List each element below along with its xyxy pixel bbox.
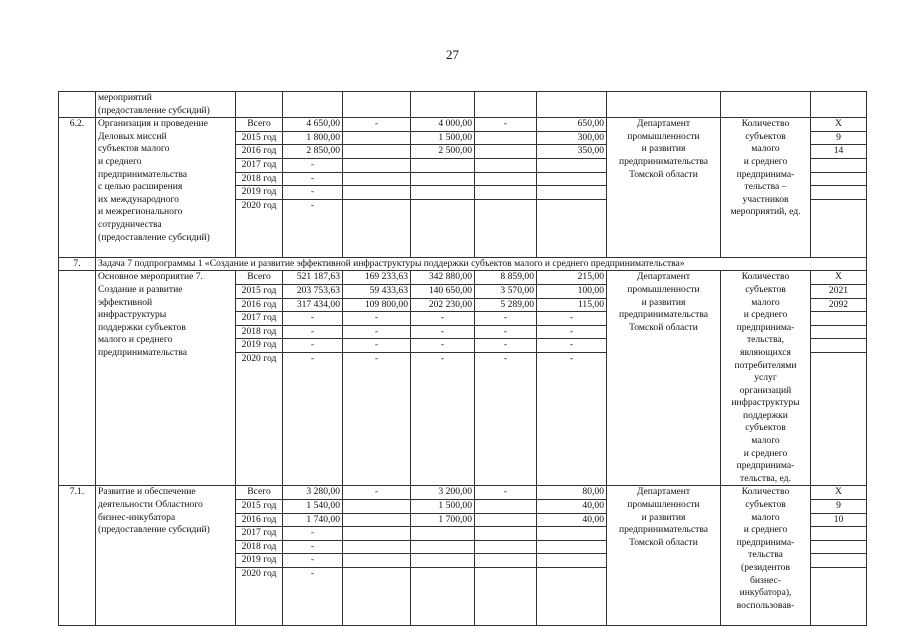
activity-name-cell-line: (предоставление субсидий) xyxy=(98,524,210,536)
funding-cell-c1: - xyxy=(283,172,343,186)
indicator-value-cell: 2021 xyxy=(811,284,867,298)
funding-cell-c3: 140 650,00 xyxy=(411,284,475,298)
year-cell: 2016 год xyxy=(236,298,283,312)
funding-cell-c1: 1 800,00 xyxy=(283,131,343,145)
indicator-cell-line: тельства, ед. xyxy=(740,472,791,484)
indicator-cell-line: предпринима- xyxy=(736,536,795,548)
activity-name-cell-line: и среднего xyxy=(98,155,142,167)
activity-name-cell-line: предпринимательства xyxy=(98,346,188,358)
funding-cell-c5: - xyxy=(537,325,607,339)
executor-cell-line: Томской области xyxy=(629,168,698,180)
indicator-value-cell xyxy=(811,325,867,339)
funding-cell-c2 xyxy=(343,199,411,257)
task-number-cell: 7. xyxy=(59,257,96,271)
funding-cell-c5: 40,00 xyxy=(537,500,607,514)
funding-cell-c1: - xyxy=(283,186,343,200)
indicator-cell-line: (резидентов xyxy=(741,562,790,573)
indicator-cell-line: воспользовав- xyxy=(736,599,795,611)
empty-cell xyxy=(283,92,343,118)
activity-name-cell-line: их международного xyxy=(98,193,179,205)
funding-cell-c2 xyxy=(343,540,411,554)
empty-cell xyxy=(475,92,537,118)
year-cell: 2019 год xyxy=(236,554,283,568)
funding-cell-c2 xyxy=(343,172,411,186)
funding-cell-c3: 1 700,00 xyxy=(411,513,475,527)
year-cell: 2018 год xyxy=(236,540,283,554)
funding-cell-c4 xyxy=(475,172,537,186)
empty-cell xyxy=(607,92,721,118)
indicator-cell-line: Количество xyxy=(741,118,790,130)
executor-cell xyxy=(607,271,721,486)
executor-cell-line: промышленности xyxy=(627,499,700,511)
funding-cell-c3: - xyxy=(411,353,475,486)
indicator-cell-line: организаций xyxy=(739,384,792,396)
indicator-cell-line: инкубатора), xyxy=(739,587,792,599)
activity-name-cell-line: сотрудничества xyxy=(98,218,162,230)
indicator-cell-line: услуг xyxy=(754,372,777,384)
year-cell: 2015 год xyxy=(236,500,283,514)
year-cell: 2019 год xyxy=(236,186,283,200)
funding-cell-c3: - xyxy=(411,325,475,339)
empty-cell xyxy=(721,92,811,118)
funding-cell-c3: 1 500,00 xyxy=(411,500,475,514)
indicator-cell-line: поддержки xyxy=(743,409,788,421)
indicator-cell-line: Количество xyxy=(741,271,790,283)
year-cell: Всего xyxy=(236,271,283,285)
funding-cell-c3: 2 500,00 xyxy=(411,145,475,159)
indicator-cell-line: тельства, xyxy=(746,334,785,346)
year-cell: 2019 год xyxy=(236,339,283,353)
funding-cell-c5 xyxy=(537,568,607,626)
funding-cell-c2 xyxy=(343,554,411,568)
indicator-cell-line: малого xyxy=(751,296,780,308)
indicator-cell-line: бизнес- xyxy=(750,574,781,586)
activity-name-cell-line: бизнес-инкубатора xyxy=(98,511,176,523)
indicator-value-cell xyxy=(811,186,867,200)
year-cell: 2015 год xyxy=(236,284,283,298)
indicator-cell-line: предпринима- xyxy=(736,460,795,472)
activity-name-cell-line: Деловых миссий xyxy=(98,130,167,142)
executor-cell-line: Департамент xyxy=(636,271,691,283)
funding-cell-c5 xyxy=(537,540,607,554)
row-number-cell xyxy=(59,92,96,118)
row-number-cell: 6.2. xyxy=(59,118,96,258)
indicator-value-cell: X xyxy=(811,486,867,500)
funding-cell-c5 xyxy=(537,199,607,257)
year-cell: 2020 год xyxy=(236,568,283,626)
table-row xyxy=(59,271,867,285)
program-table xyxy=(58,91,867,626)
funding-cell-c5: 80,00 xyxy=(537,486,607,500)
funding-cell-c1: 3 280,00 xyxy=(283,486,343,500)
indicator-value-cell: 9 xyxy=(811,131,867,145)
executor-cell xyxy=(607,486,721,626)
year-cell: 2017 год xyxy=(236,527,283,541)
funding-cell-c3 xyxy=(411,186,475,200)
year-cell: 2016 год xyxy=(236,145,283,159)
funding-cell-c4 xyxy=(475,186,537,200)
executor-cell-line: и развития xyxy=(641,296,686,308)
activity-name-cell-line: Основное мероприятие 7. xyxy=(98,271,203,283)
year-cell: 2018 год xyxy=(236,172,283,186)
activity-name-cell-line: (предоставление субсидий) xyxy=(98,104,210,116)
indicator-value-cell xyxy=(811,339,867,353)
indicator-cell-line: тельства – xyxy=(744,181,787,193)
row-number-cell: 7.1. xyxy=(59,486,96,626)
funding-cell-c3 xyxy=(411,158,475,172)
funding-cell-c3 xyxy=(411,568,475,626)
indicator-value-cell xyxy=(811,172,867,186)
funding-cell-c2: 109 800,00 xyxy=(343,298,411,312)
year-cell: 2020 год xyxy=(236,199,283,257)
executor-cell-line: Департамент xyxy=(636,486,691,498)
executor-cell-line: промышленности xyxy=(627,130,700,142)
indicator-value-cell xyxy=(811,540,867,554)
funding-cell-c3: 4 000,00 xyxy=(411,118,475,132)
funding-cell-c1: 521 187,63 xyxy=(283,271,343,285)
funding-cell-c4 xyxy=(475,568,537,626)
funding-cell-c1: 203 753,63 xyxy=(283,284,343,298)
funding-cell-c5: - xyxy=(537,312,607,326)
funding-cell-c2: - xyxy=(343,118,411,132)
executor-cell-line: предпринимательства xyxy=(618,155,709,167)
indicator-cell xyxy=(721,486,811,626)
indicator-value-cell: X xyxy=(811,271,867,285)
funding-cell-c4: 3 570,00 xyxy=(475,284,537,298)
funding-cell-c3 xyxy=(411,527,475,541)
empty-cell xyxy=(537,92,607,118)
funding-cell-c5 xyxy=(537,172,607,186)
funding-cell-c4 xyxy=(475,500,537,514)
indicator-cell-line: малого xyxy=(751,143,780,155)
funding-cell-c5: 300,00 xyxy=(537,131,607,145)
year-cell: 2015 год xyxy=(236,131,283,145)
funding-cell-c3: - xyxy=(411,312,475,326)
funding-cell-c5 xyxy=(537,186,607,200)
indicator-value-cell xyxy=(811,199,867,257)
indicator-value-cell xyxy=(811,554,867,568)
funding-cell-c3 xyxy=(411,540,475,554)
funding-cell-c1: 1 540,00 xyxy=(283,500,343,514)
year-cell: 2018 год xyxy=(236,325,283,339)
funding-cell-c4: 5 289,00 xyxy=(475,298,537,312)
funding-cell-c4: - xyxy=(475,118,537,132)
funding-cell-c2 xyxy=(343,527,411,541)
task-row xyxy=(59,257,867,271)
funding-cell-c2 xyxy=(343,158,411,172)
activity-name-cell-line: (предоставление субсидий) xyxy=(98,231,210,243)
indicator-cell-line: субъектов xyxy=(745,422,786,434)
row-number-cell xyxy=(59,271,96,486)
funding-cell-c1: - xyxy=(283,339,343,353)
year-cell: 2017 год xyxy=(236,158,283,172)
indicator-value-cell xyxy=(811,527,867,541)
funding-cell-c4 xyxy=(475,540,537,554)
indicator-cell-line: малого xyxy=(751,511,780,523)
indicator-value-cell: 2092 xyxy=(811,298,867,312)
funding-cell-c4: - xyxy=(475,353,537,486)
table-row xyxy=(59,118,867,132)
funding-cell-c4: - xyxy=(475,312,537,326)
indicator-cell-line: потребителями xyxy=(734,359,797,371)
indicator-cell-line: субъектов xyxy=(745,499,786,511)
funding-cell-c1: 4 650,00 xyxy=(283,118,343,132)
activity-name-cell-line: Создание и развитие xyxy=(98,283,183,295)
funding-cell-c2 xyxy=(343,568,411,626)
funding-cell-c2 xyxy=(343,186,411,200)
funding-cell-c1: - xyxy=(283,568,343,626)
funding-cell-c2: - xyxy=(343,312,411,326)
indicator-cell-line: и среднего xyxy=(743,309,788,321)
indicator-cell xyxy=(721,271,811,486)
activity-name-cell xyxy=(96,92,236,118)
funding-cell-c5: - xyxy=(537,339,607,353)
indicator-cell-line: предпринима- xyxy=(736,168,795,180)
funding-cell-c4 xyxy=(475,131,537,145)
funding-cell-c4: - xyxy=(475,339,537,353)
indicator-cell-line: участников xyxy=(742,193,789,205)
activity-name-cell xyxy=(96,486,236,626)
funding-cell-c4 xyxy=(475,527,537,541)
funding-cell-c5 xyxy=(537,158,607,172)
activity-name-cell-line: малого и среднего xyxy=(98,334,173,346)
year-cell: Всего xyxy=(236,118,283,132)
year-cell: Всего xyxy=(236,486,283,500)
funding-cell-c5: 650,00 xyxy=(537,118,607,132)
funding-cell-c5 xyxy=(537,527,607,541)
funding-cell-c1: - xyxy=(283,353,343,486)
activity-name-cell-line: инфраструктуры xyxy=(98,309,167,321)
funding-cell-c1: 2 850,00 xyxy=(283,145,343,159)
executor-cell-line: и развития xyxy=(641,511,686,523)
activity-name-cell-line: и межрегионального xyxy=(98,206,183,218)
indicator-value-cell: 10 xyxy=(811,513,867,527)
executor-cell-line: предпринимательства xyxy=(618,524,709,536)
table-row xyxy=(59,486,867,500)
executor-cell-line: Томской области xyxy=(629,536,698,548)
year-cell: 2020 год xyxy=(236,353,283,486)
activity-name-cell-line: деятельности Областного xyxy=(98,499,203,511)
funding-cell-c5: 115,00 xyxy=(537,298,607,312)
indicator-cell-line: инфраструктуры xyxy=(731,397,800,409)
funding-cell-c2 xyxy=(343,131,411,145)
funding-cell-c1: - xyxy=(283,540,343,554)
funding-cell-c2: 169 233,63 xyxy=(343,271,411,285)
funding-cell-c2: - xyxy=(343,325,411,339)
indicator-cell-line: Количество xyxy=(741,486,790,498)
indicator-value-cell xyxy=(811,158,867,172)
funding-cell-c1: - xyxy=(283,325,343,339)
activity-name-cell-line: поддержки субъектов xyxy=(98,321,186,333)
activity-name-cell xyxy=(96,271,236,486)
activity-name-cell-line: Развитие и обеспечение xyxy=(98,486,196,498)
funding-cell-c4: - xyxy=(475,325,537,339)
executor-cell-line: и развития xyxy=(641,143,686,155)
indicator-value-cell: 9 xyxy=(811,500,867,514)
funding-cell-c3 xyxy=(411,172,475,186)
activity-name-cell-line: мероприятий xyxy=(98,92,152,103)
funding-cell-c5: 350,00 xyxy=(537,145,607,159)
empty-cell xyxy=(811,92,867,118)
funding-cell-c3 xyxy=(411,554,475,568)
executor-cell-line: предпринимательства xyxy=(618,309,709,321)
funding-cell-c1: 1 740,00 xyxy=(283,513,343,527)
funding-cell-c4 xyxy=(475,158,537,172)
funding-cell-c4: 8 859,00 xyxy=(475,271,537,285)
indicator-cell-line: тельства xyxy=(748,549,783,561)
funding-cell-c5: 100,00 xyxy=(537,284,607,298)
funding-cell-c2: - xyxy=(343,353,411,486)
indicator-cell-line: субъектов xyxy=(745,130,786,142)
funding-cell-c1: 317 434,00 xyxy=(283,298,343,312)
funding-cell-c1: - xyxy=(283,158,343,172)
funding-cell-c5: 40,00 xyxy=(537,513,607,527)
funding-cell-c4 xyxy=(475,145,537,159)
empty-cell xyxy=(236,92,283,118)
funding-cell-c4 xyxy=(475,554,537,568)
activity-name-cell xyxy=(96,118,236,258)
indicator-cell-line: и среднего xyxy=(743,524,788,536)
funding-cell-c5 xyxy=(537,554,607,568)
empty-cell xyxy=(343,92,411,118)
activity-name-cell-line: предпринимательства xyxy=(98,168,188,180)
funding-cell-c2 xyxy=(343,513,411,527)
funding-cell-c1: - xyxy=(283,527,343,541)
funding-cell-c3 xyxy=(411,199,475,257)
funding-cell-c3: 202 230,00 xyxy=(411,298,475,312)
funding-cell-c2 xyxy=(343,145,411,159)
executor-cell-line: Департамент xyxy=(636,118,691,130)
funding-cell-c4 xyxy=(475,199,537,257)
executor-cell xyxy=(607,118,721,258)
table-row xyxy=(59,92,867,118)
indicator-cell-line: предпринима- xyxy=(736,321,795,333)
activity-name-cell-line: с целью расширения xyxy=(98,181,183,193)
indicator-value-cell: 14 xyxy=(811,145,867,159)
funding-cell-c4 xyxy=(475,513,537,527)
funding-cell-c2: - xyxy=(343,339,411,353)
funding-cell-c1: - xyxy=(283,312,343,326)
funding-cell-c2: 59 433,63 xyxy=(343,284,411,298)
empty-cell xyxy=(411,92,475,118)
indicator-cell-line: являющихся xyxy=(740,346,791,358)
year-cell: 2017 год xyxy=(236,312,283,326)
funding-cell-c3: 1 500,00 xyxy=(411,131,475,145)
funding-cell-c4: - xyxy=(475,486,537,500)
year-cell: 2016 год xyxy=(236,513,283,527)
indicator-cell xyxy=(721,118,811,258)
funding-cell-c3: 342 880,00 xyxy=(411,271,475,285)
activity-name-cell-line: субъектов малого xyxy=(98,143,170,155)
funding-cell-c5: 215,00 xyxy=(537,271,607,285)
task-title-cell: Задача 7 подпрограммы 1 «Создание и развитие эффективной инфраструктуры поддержки субъектов малого и среднего предпринимательства» xyxy=(96,257,867,271)
indicator-cell-line: малого xyxy=(751,435,780,447)
page-number: 27 xyxy=(446,47,459,62)
executor-cell-line: Томской области xyxy=(629,321,698,333)
indicator-cell-line: мероприятий, ед. xyxy=(730,206,801,218)
indicator-cell-line: субъектов xyxy=(745,283,786,295)
indicator-value-cell xyxy=(811,312,867,326)
funding-cell-c1: - xyxy=(283,554,343,568)
funding-cell-c3: - xyxy=(411,339,475,353)
funding-cell-c2: - xyxy=(343,486,411,500)
activity-name-cell-line: эффективной xyxy=(98,296,153,308)
funding-cell-c1: - xyxy=(283,199,343,257)
activity-name-cell-line: Организация и проведение xyxy=(98,118,208,130)
executor-cell-line: промышленности xyxy=(627,283,700,295)
funding-cell-c5: - xyxy=(537,353,607,486)
indicator-cell-line: и среднего xyxy=(743,155,788,167)
funding-cell-c2 xyxy=(343,500,411,514)
indicator-value-cell xyxy=(811,353,867,486)
indicator-value-cell: X xyxy=(811,118,867,132)
indicator-cell-line: и среднего xyxy=(743,447,788,459)
funding-cell-c3: 3 200,00 xyxy=(411,486,475,500)
indicator-value-cell xyxy=(811,568,867,626)
